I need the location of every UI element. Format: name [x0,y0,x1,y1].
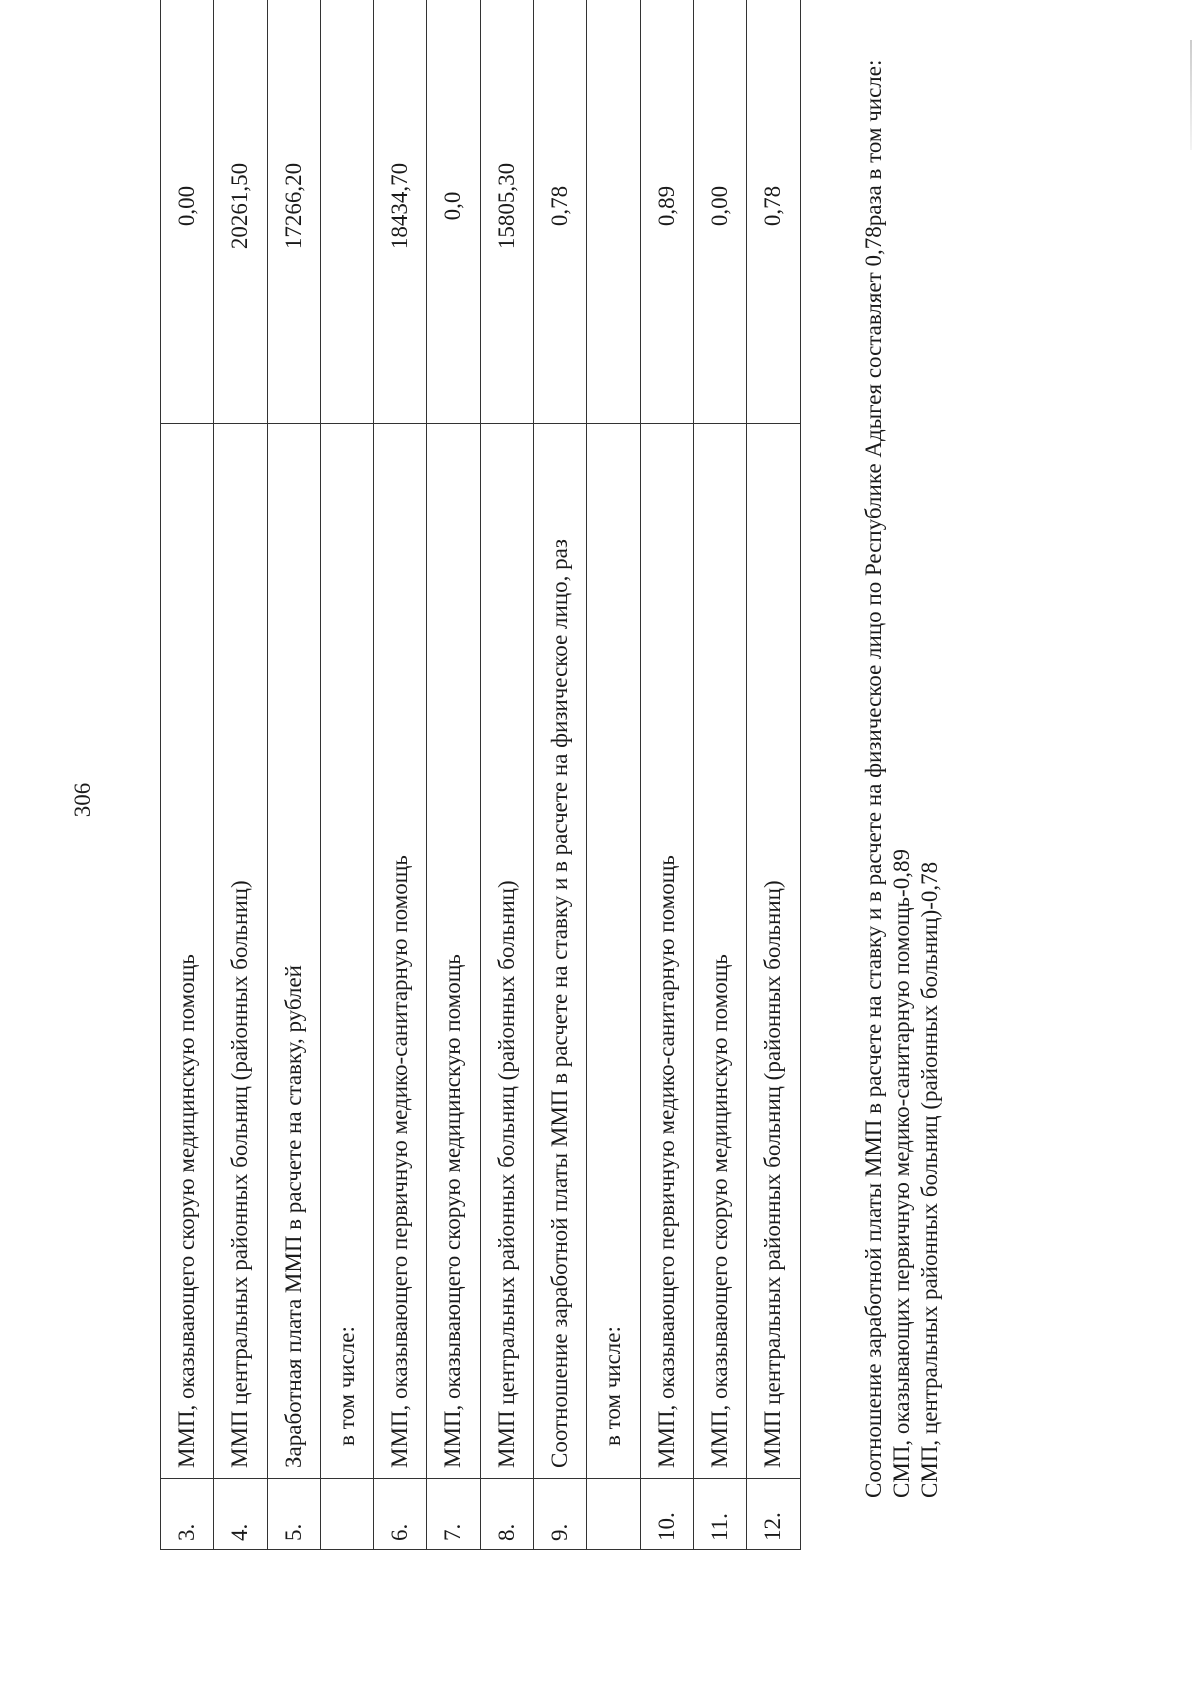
row-value-cell: 0,78 [747,0,800,424]
table-row [427,0,480,1550]
row-value-cell: 0,0 [427,0,480,424]
row-number-cell: 8. [480,1479,533,1550]
row-value-cell: 17266,20 [267,0,320,424]
row-label-cell: ММП центральных районных больниц (районных больниц) [747,424,800,1479]
row-label-cell: в том числе: [320,424,373,1479]
row-number-cell: 4. [214,1479,267,1550]
row-number-cell: 7. [427,1479,480,1550]
row-number-cell: 6. [374,1479,427,1550]
rotated-content [70,50,1130,1550]
row-label-cell: ММП, оказывающего скорую медицинскую помощь [427,424,480,1479]
row-number-cell: 9. [534,1479,587,1550]
summary-line-2: СМП, центральных районных больниц (районных больниц)-0,78 [917,861,942,1498]
row-value-cell: 0,78 [534,0,587,424]
summary-line-1: СМП, оказывающих первичную медико-санитарную помощь-0,89 [889,849,914,1498]
row-number-cell: 10. [640,1479,693,1550]
row-label-cell: Заработная плата ММП в расчете на ставку, рублей [267,424,320,1479]
table-row [320,0,373,1550]
row-label-cell: в том числе: [587,424,640,1479]
row-value-cell: 20261,50 [214,0,267,424]
table-row [587,0,640,1550]
row-value-cell: 18434,70 [374,0,427,424]
row-value-cell: 15805,30 [480,0,533,424]
table-row [214,0,267,1550]
row-value-cell [320,0,373,424]
table-row [267,0,320,1550]
row-label-cell: ММП, оказывающего скорую медицинскую помощь [161,424,214,1479]
summary-text [860,50,944,1550]
data-table [160,0,801,1550]
row-label-cell: ММП, оказывающего первичную медико-санитарную помощь [374,424,427,1479]
summary-paragraph: Соотношение заработной платы ММП в расчете на ставку и в расчете на физическое лицо по Республике Адыгея составляет 0,78раза в том числе: [861,59,886,1498]
row-number-cell: 12. [747,1479,800,1550]
row-number-cell: 11. [693,1479,746,1550]
table-row [374,0,427,1550]
row-number-cell: 5. [267,1479,320,1550]
table-row [640,0,693,1550]
table-body [161,0,801,1550]
row-value-cell: 0,89 [640,0,693,424]
row-number-cell [587,1479,640,1550]
row-label-cell: ММП центральных районных больниц (районных больниц) [480,424,533,1479]
row-value-cell: 0,00 [693,0,746,424]
row-label-cell: ММП, оказывающего первичную медико-санитарную помощь [640,424,693,1479]
row-value-cell: 0,00 [161,0,214,424]
table-row [161,0,214,1550]
scan-artifact [1190,40,1192,150]
table-row [693,0,746,1550]
row-value-cell [587,0,640,424]
row-number-cell [320,1479,373,1550]
table-row [480,0,533,1550]
row-label-cell: ММП, оказывающего скорую медицинскую помощь [693,424,746,1479]
table-row [747,0,800,1550]
row-number-cell: 3. [161,1479,214,1550]
table-row [534,0,587,1550]
page-number: 306 [70,782,95,818]
row-label-cell: ММП центральных районных больниц (районных больниц) [214,424,267,1479]
row-label-cell: Соотношение заработной платы ММП в расчете на ставку и в расчете на физическое лицо, раз [534,424,587,1479]
